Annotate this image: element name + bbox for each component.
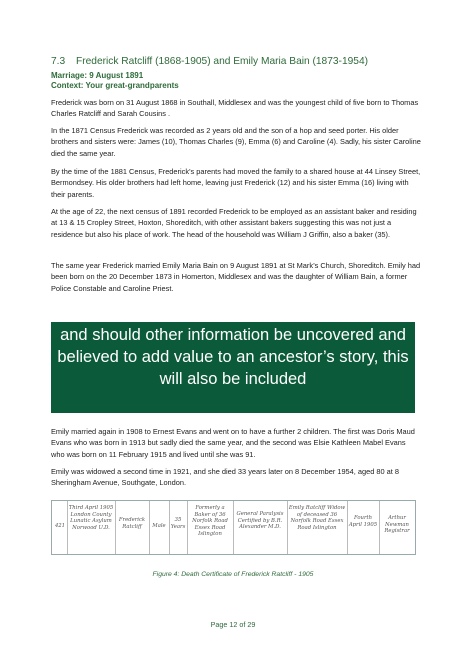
paragraph-widowed: Emily was widowed a second time in 1921, and she died 33 years later on 8 December 1954, aged 80 at 8 Sheringham Avenue, Southgate, London.: [51, 467, 399, 488]
paragraph-marriage: The same year Frederick married Emily Maria Bain on 9 August 1891 at St Mark’s Church, Shoreditch. Emily had been born on the 20 December 1873 in Homerton, Middlesex and was the daughter of William Bain, a former Police Constable and Caroline Priest.: [51, 261, 421, 293]
paragraph-birth: Frederick was born on 31 August 1868 in Southall, Middlesex and was the youngest child of five born to Thomas Charles Ratcliff and Sarah Cousins .: [51, 98, 419, 119]
cert-registrar: Arthur Newman Registrar: [384, 515, 410, 535]
paragraph-1881-census: By the time of the 1881 Census, Frederick’s parents had moved the family to a shared house at 44 Linsey Street, Bermondsey. His older brothers had left home, leaving just Frederick (12) and his sister Emma (16) living with their parents.: [51, 167, 421, 199]
paragraph-1891-census: At the age of 22, the next census of 1891 recorded Frederick to be employed as an assistant baker and residing at 13 & 15 Cropley Street, Hoxton, Shoreditch, with other assistant bakers suggesting this was not just a residence but also his place of work. The head of the household was William J Griffin, also a baker (35).: [51, 207, 417, 239]
paragraph-remarriage: Emily married again in 1908 to Ernest Evans and went on to have a further 2 children. The first was Doris Maud Evans who was born in 1913 but sadly died the same year, and the second was Elsie Kathleen Mabel Evans who was born on 11 February 1915 and lived until she was 91.: [51, 427, 415, 459]
cert-cause: General Paralysis Certified by B.R. Alexander M.D.: [236, 511, 284, 531]
overlay-banner: and should other information be uncovered and believed to add value to an ancestor’s story, this will also be included: [51, 322, 415, 413]
cert-age: 35 Years: [170, 517, 186, 530]
marriage-date: Marriage: 9 August 1891: [51, 71, 144, 80]
cert-registered: Fourth April 1905: [348, 515, 378, 528]
page-number: Page 12 of 29: [210, 620, 256, 629]
cert-occupation: Formerly a Baker of 36 Norfolk Road Essex Road Islington: [192, 505, 228, 538]
section-number: 7.3: [51, 56, 66, 67]
figure-caption: Figure 4: Death Certificate of Frederick Ratcliff - 1905: [152, 571, 314, 578]
cert-informant: Emily Ratcliff Widow of deceased 36 Norfolk Road Essex Road Islington: [288, 505, 346, 531]
paragraph-1871-census: In the 1871 Census Frederick was recorded as 2 years old and the son of a hop and seed porter. His older brothers and sisters were: James (10), Thomas Charles (9), Emma (6) and Caroline (4). Sadly, his sister Caroline died the same year.: [51, 126, 421, 158]
context-line: Context: Your great-grandparents: [51, 81, 179, 90]
death-certificate-image: [51, 500, 416, 555]
cert-name: Frederick Ratcliff: [118, 517, 146, 530]
cert-entry-number: 421: [54, 523, 66, 529]
section-title: Frederick Ratcliff (1868-1905) and Emily Maria Bain (1873-1954): [76, 56, 369, 67]
section-heading: [51, 56, 431, 67]
cert-sex: Male: [152, 523, 166, 529]
cert-when-where: Third April 1905 London County Lunatic Asylum Norwood U.D.: [68, 505, 114, 531]
